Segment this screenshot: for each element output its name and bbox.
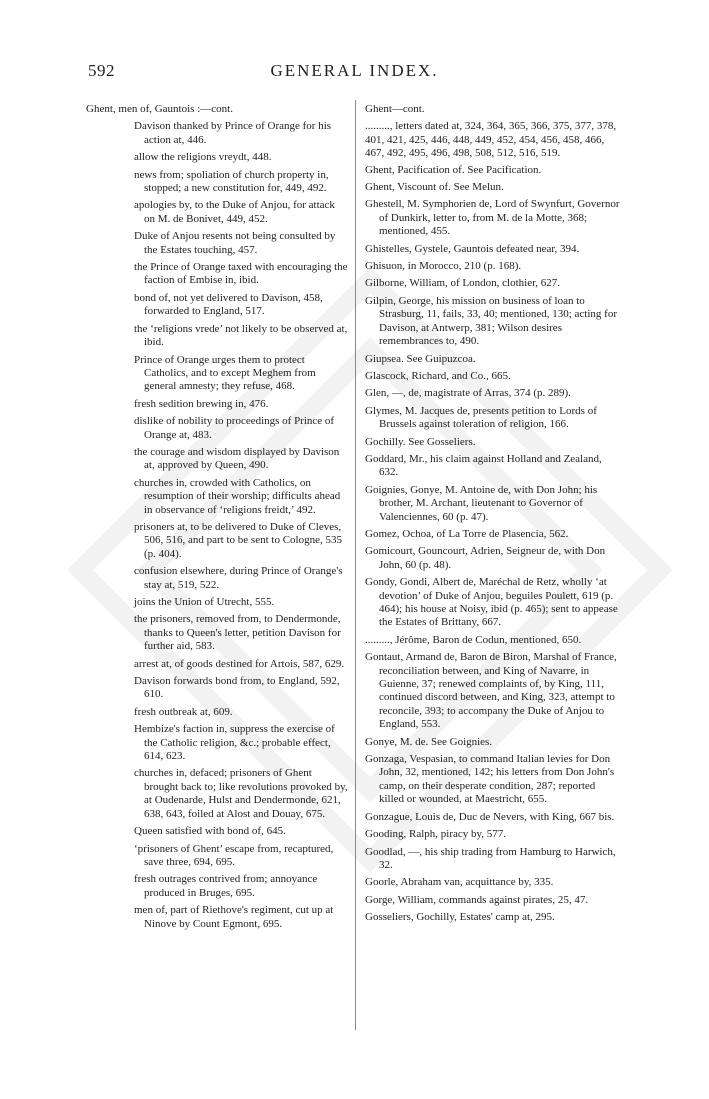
- index-subentry: prisoners at, to be delivered to Duke of Cleves, 506, 516, and part to be sent to Cologne, 535 (p. 404).: [134, 520, 342, 560]
- index-subentry: the prisoners, removed from, to Dendermonde, thanks to Queen's letter, petition Davison for further aid, 583.: [134, 613, 341, 653]
- index-subentry: Hembize's faction in, suppress the exercise of the Catholic religion, &c.; probable effect, 614, 623.: [134, 723, 335, 763]
- index-entry: Giupsea. See Guipuzcoa.: [365, 352, 476, 365]
- index-entry: Gorge, William, commands against pirates, 25, 47.: [365, 893, 589, 906]
- index-subentry: fresh outbreak at, 609.: [134, 705, 233, 718]
- index-subentry: the Prince of Orange taxed with encouraging the faction of Embise in, ibid.: [134, 261, 348, 287]
- index-subentry: allow the religions vreydt, 448.: [134, 151, 272, 164]
- index-entry: Ghistelles, Gystele, Gauntois defeated near, 394.: [365, 242, 580, 255]
- index-subentry: Davison forwards bond from, to England, 592, 610.: [134, 675, 340, 701]
- right-entries: [365, 164, 623, 925]
- index-subentry: fresh outrages contrived from; annoyance produced in Bruges, 695.: [134, 873, 318, 899]
- index-subentry: apologies by, to the Duke of Anjou, for attack on M. de Bonivet, 449, 452.: [134, 199, 335, 225]
- index-entry: Gomez, Ochoa, of La Torre de Plasencia, 562.: [365, 527, 569, 540]
- index-entry: Ghestell, M. Symphorien de, Lord of Swynfurt, Governor of Dunkirk, letter to, from M. de la Motte, 368; mentioned, 455.: [365, 198, 620, 238]
- index-subentry: joins the Union of Utrecht, 555.: [134, 596, 275, 608]
- index-entry: Goorle, Abraham van, acquittance by, 335.: [365, 876, 554, 889]
- index-subentry: the ‘religions vrede’ not likely to be observed at, ibid.: [134, 322, 348, 349]
- right-column: [365, 103, 623, 929]
- index-subentry: arrest at, of goods destined for Artois, 587, 629.: [134, 657, 345, 670]
- column-divider: [355, 100, 356, 1030]
- continuation-line: ........., letters dated at, 324, 364, 365, 366, 375, 377, 378, 401, 421, 425, 446, 448, 449, 452, 454, 456, 458, 466, 467, 492, 495, 496, 498, 508, 512, 516, 519.: [365, 120, 617, 160]
- left-subentries: [86, 120, 348, 931]
- index-entry: Glascock, Richard, and Co., 665.: [365, 369, 511, 382]
- index-entry: Ghisuon, in Morocco, 210 (p. 168).: [365, 260, 522, 273]
- index-subentry: churches in, crowded with Catholics, on resumption of their worship; difficults ahead in observance of ‘religions freidt,’ 492.: [134, 476, 341, 516]
- index-entry: Gochilly. See Gosseliers.: [365, 435, 476, 448]
- index-entry: Goodlad, —, his ship trading from Hamburg to Harwich, 32.: [365, 845, 616, 871]
- index-subentry: Duke of Anjou resents not being consulted by the Estates touching, 457.: [134, 230, 336, 256]
- index-entry: Gonye, M. de. See Goignies.: [365, 735, 493, 748]
- index-subentry: ‘prisoners of Ghent’ escape from, recaptured, save three, 694, 695.: [134, 842, 334, 868]
- index-subentry: Davison thanked by Prince of Orange for his action at, 446.: [134, 120, 332, 146]
- index-subentry: men of, part of Riethove's regiment, cut up at Ninove by Count Egmont, 695.: [134, 904, 334, 930]
- index-entry: Glen, —, de, magistrate of Arras, 374 (p. 289).: [365, 387, 571, 400]
- index-entry: Goddard, Mr., his claim against Holland and Zealand, 632.: [365, 452, 602, 479]
- index-subentry: fresh sedition brewing in, 476.: [134, 397, 269, 410]
- index-entry: Gonzague, Louis de, Duc de Nevers, with King, 667 bis.: [365, 810, 615, 823]
- index-entry: Goignies, Gonye, M. Antoine de, with Don John; his brother, M. Archant, lieutenant to Governor of Valenciennes, 60 (p. 47).: [365, 483, 598, 523]
- index-subentry: news from; spoliation of church property in, stopped; a new constitution for, 449, 492.: [134, 168, 329, 195]
- left-column: [86, 103, 348, 935]
- index-entry: Gonzaga, Vespasian, to command Italian levies for Don John, 32, mentioned, 142; his letters from Don John's camp, on their desperate condition, 287; reported killed or wounded, at Maestricht, 655.: [365, 753, 615, 806]
- page-number: 592: [88, 61, 115, 80]
- left-heading: Ghent, men of, Gauntois :—cont.: [86, 103, 233, 115]
- index-subentry: churches in, defaced; prisoners of Ghent brought back to; like revolutions provoked by, at Oudenarde, Hulst and Dendermonde, 621, 638, 643, foiled at Alost and Douay, 675.: [134, 767, 348, 820]
- index-subentry: confusion elsewhere, during Prince of Orange's stay at, 519, 522.: [134, 565, 343, 591]
- right-heading: Ghent—cont.: [365, 103, 425, 115]
- index-entry: Gondy, Gondi, Albert de, Maréchal de Retz, wholly ‘at devotion’ of Duke of Anjou, beguiles Poulett, 619 (p. 464); his house at Noisy, ibid (p. 465); sent to appease the Estates of Brittany, 667.: [365, 576, 618, 629]
- index-entry: Gilpin, George, his mission on business of loan to Strasburg, 11, fails, 33, 40; mentioned, 130; acting for Davison, at Antwerp, 381; Wilson desires remembrances to, 490.: [365, 294, 617, 348]
- index-entry: Ghent, Pacification of. See Pacification.: [365, 163, 542, 176]
- index-subentry: Prince of Orange urges them to protect Catholics, and to except Meghem from general amnesty; they refuse, 468.: [134, 353, 316, 393]
- index-entry: Ghent, Viscount of. See Melun.: [365, 181, 504, 194]
- index-entry: Gooding, Ralph, piracy by, 577.: [365, 828, 507, 841]
- index-entry: ........., Jérôme, Baron de Codun, mentioned, 650.: [365, 633, 582, 646]
- index-entry: Gilborne, William, of London, clothier, 627.: [365, 277, 561, 290]
- index-subentry: the courage and wisdom displayed by Davison at, approved by Queen, 490.: [134, 445, 340, 472]
- index-subentry: bond of, not yet delivered to Davison, 458, forwarded to England, 517.: [134, 291, 323, 318]
- index-subentry: Queen satisfied with bond of, 645.: [134, 825, 286, 838]
- index-entry: Gontaut, Armand de, Baron de Biron, Marshal of France, reconciliation between, and King of Navarre, in Guienne, 37; renewed complaints of, by King, 111, continued discord between, and King, 323, attempt to reconcile, 393; to accompany the Duke of Anjou to England, 553.: [365, 651, 617, 731]
- index-subentry: dislike of nobility to proceedings of Prince of Orange at, 483.: [134, 415, 335, 441]
- index-entry: Glymes, M. Jacques de, presents petition to Lords of Brussels against toleration of religion, 166.: [365, 404, 597, 431]
- index-entry: Gosseliers, Gochilly, Estates' camp at, 295.: [365, 911, 555, 924]
- index-entry: Gomicourt, Gouncourt, Adrien, Seigneur de, with Don John, 60 (p. 48).: [365, 545, 606, 571]
- running-head: GENERAL INDEX.: [270, 61, 439, 80]
